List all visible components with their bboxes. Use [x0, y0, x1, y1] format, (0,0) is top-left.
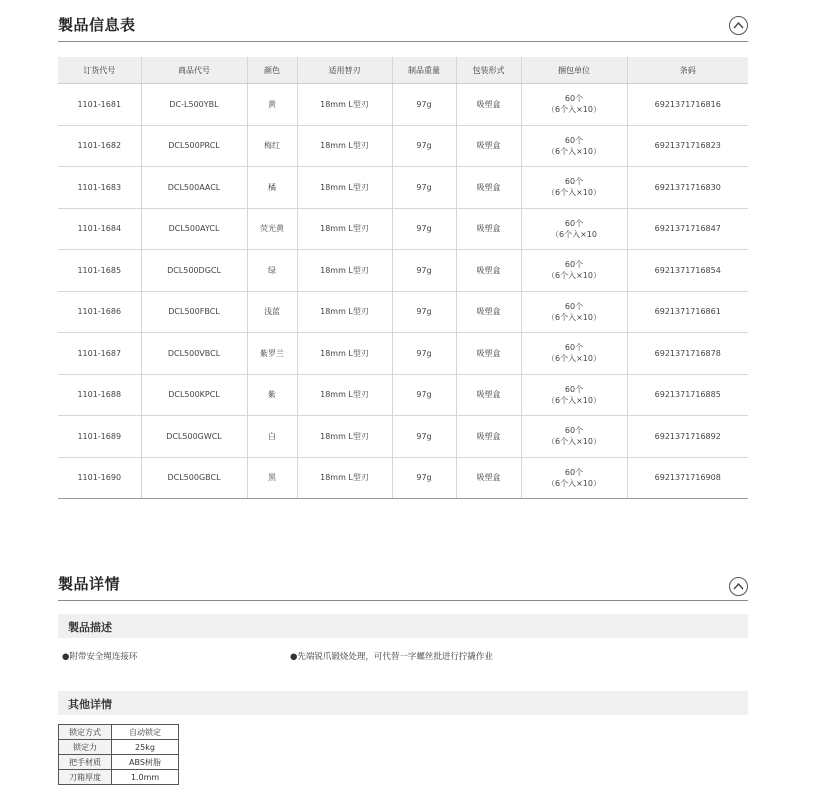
cell-packaging: 吸塑盒: [456, 208, 521, 250]
header-barcode: 条码: [627, 57, 748, 84]
unit-line1: 60个: [564, 343, 584, 353]
cell-blade: 18mm L型刃: [297, 374, 392, 416]
cell-packaging: 吸塑盒: [456, 84, 521, 126]
spec-key: 把手材质: [59, 755, 112, 770]
cell-weight: 97g: [392, 416, 456, 458]
header-weight: 制品重量: [392, 57, 456, 84]
unit-line1: 60个: [564, 135, 584, 145]
cell-order-no: 1101-1689: [58, 416, 141, 458]
table-row: [58, 208, 748, 250]
unit-line2: （6个入×10）: [547, 146, 601, 156]
cell-weight: 97g: [392, 167, 456, 209]
section-divider: [58, 600, 748, 601]
cell-barcode: 6921371716847: [627, 208, 748, 250]
table-row: [58, 374, 748, 416]
info-section-title: 製品信息表: [58, 16, 136, 34]
cell-color: 黑: [247, 457, 297, 499]
cell-unit: [521, 84, 627, 126]
cell-unit: [521, 208, 627, 250]
cell-unit: [521, 250, 627, 292]
cell-unit: [521, 125, 627, 167]
cell-product-code: DCL500AACL: [141, 167, 247, 209]
cell-product-code: DCL500PRCL: [141, 125, 247, 167]
cell-order-no: 1101-1690: [58, 457, 141, 499]
cell-color: 梅红: [247, 125, 297, 167]
cell-barcode: 6921371716908: [627, 457, 748, 499]
cell-product-code: DCL500KPCL: [141, 374, 247, 416]
unit-line2: （6个入×10）: [547, 271, 601, 281]
description-item: ●附带安全绳连接环: [62, 652, 138, 662]
cell-color: 白: [247, 416, 297, 458]
cell-packaging: 吸塑盒: [456, 125, 521, 167]
cell-order-no: 1101-1686: [58, 291, 141, 333]
cell-product-code: DCL500VBCL: [141, 333, 247, 375]
cell-packaging: 吸塑盒: [456, 333, 521, 375]
unit-line2: （6个入×10）: [547, 437, 601, 447]
description-item: ●先端锐爪锻烧处理，可代替一字螺丝批进行拧撬作业: [290, 652, 493, 662]
header-color: 颜色: [247, 57, 297, 84]
cell-packaging: 吸塑盒: [456, 250, 521, 292]
cell-order-no: 1101-1683: [58, 167, 141, 209]
cell-barcode: 6921371716892: [627, 416, 748, 458]
cell-barcode: 6921371716816: [627, 84, 748, 126]
unit-line1: 60个: [564, 301, 584, 311]
other-details-title: 其他详情: [68, 698, 112, 711]
cell-order-no: 1101-1687: [58, 333, 141, 375]
unit-line2: （6个入×10）: [547, 105, 601, 115]
unit-line2: （6个入×10）: [547, 354, 601, 364]
cell-barcode: 6921371716854: [627, 250, 748, 292]
unit-line1: 60个: [564, 384, 584, 394]
cell-weight: 97g: [392, 457, 456, 499]
unit-line2: （6个入×10）: [547, 312, 601, 322]
chevron-up-icon: [733, 21, 744, 29]
table-row: [58, 167, 748, 209]
table-row: [58, 457, 748, 499]
specs-table: [58, 724, 179, 785]
unit-line1: 60个: [564, 94, 584, 104]
spec-value: ABS树脂: [112, 755, 179, 770]
cell-product-code: DCL500FBCL: [141, 291, 247, 333]
product-info-table: [58, 57, 748, 499]
cell-unit: [521, 374, 627, 416]
spec-key: 锁定力: [59, 740, 112, 755]
cell-product-code: DCL500DGCL: [141, 250, 247, 292]
cell-blade: 18mm L型刃: [297, 291, 392, 333]
cell-color: 荧光黄: [247, 208, 297, 250]
cell-blade: 18mm L型刃: [297, 333, 392, 375]
cell-product-code: DC-L500YBL: [141, 84, 247, 126]
cell-order-no: 1101-1685: [58, 250, 141, 292]
spec-row: [59, 770, 179, 785]
cell-color: 浅蓝: [247, 291, 297, 333]
header-packaging: 包装形式: [456, 57, 521, 84]
unit-line2: （6个入×10）: [547, 395, 601, 405]
cell-blade: 18mm L型刃: [297, 125, 392, 167]
header-order-no: 订货代号: [58, 57, 141, 84]
cell-packaging: 吸塑盒: [456, 374, 521, 416]
cell-blade: 18mm L型刃: [297, 208, 392, 250]
cell-blade: 18mm L型刃: [297, 416, 392, 458]
header-unit: 捆包单位: [521, 57, 627, 84]
table-row: [58, 84, 748, 126]
cell-unit: [521, 457, 627, 499]
spec-value: 自动锁定: [112, 725, 179, 740]
spec-key: 锁定方式: [59, 725, 112, 740]
cell-blade: 18mm L型刃: [297, 84, 392, 126]
unit-line2: （6个入×10: [551, 229, 597, 239]
table-row: [58, 333, 748, 375]
table-row: [58, 125, 748, 167]
table-row: [58, 416, 748, 458]
unit-line2: （6个入×10）: [547, 478, 601, 488]
cell-color: 绿: [247, 250, 297, 292]
cell-weight: 97g: [392, 125, 456, 167]
cell-order-no: 1101-1681: [58, 84, 141, 126]
cell-packaging: 吸塑盒: [456, 291, 521, 333]
spec-row: [59, 725, 179, 740]
cell-packaging: 吸塑盒: [456, 416, 521, 458]
unit-line1: 60个: [564, 260, 584, 270]
spec-value: 25kg: [112, 740, 179, 755]
section-divider: [58, 41, 748, 42]
cell-packaging: 吸塑盒: [456, 457, 521, 499]
cell-color: 黄: [247, 84, 297, 126]
cell-blade: 18mm L型刃: [297, 457, 392, 499]
cell-product-code: DCL500AYCL: [141, 208, 247, 250]
info-section-header: [58, 14, 748, 42]
header-blade: 适用替刃: [297, 57, 392, 84]
spec-row: [59, 755, 179, 770]
cell-order-no: 1101-1688: [58, 374, 141, 416]
cell-weight: 97g: [392, 208, 456, 250]
cell-weight: 97g: [392, 291, 456, 333]
cell-unit: [521, 333, 627, 375]
table-row: [58, 250, 748, 292]
collapse-button[interactable]: [729, 577, 748, 596]
cell-barcode: 6921371716885: [627, 374, 748, 416]
description-header: [58, 614, 748, 638]
cell-product-code: DCL500GBCL: [141, 457, 247, 499]
unit-line1: 60个: [564, 177, 584, 187]
cell-weight: 97g: [392, 374, 456, 416]
other-details-header: [58, 691, 748, 715]
details-section-header: [58, 573, 748, 601]
cell-color: 紫: [247, 374, 297, 416]
chevron-up-icon: [733, 582, 744, 590]
unit-line1: 60个: [564, 467, 584, 477]
cell-barcode: 6921371716861: [627, 291, 748, 333]
cell-order-no: 1101-1684: [58, 208, 141, 250]
details-section-title: 製品详情: [58, 575, 121, 593]
cell-product-code: DCL500GWCL: [141, 416, 247, 458]
unit-line1: 60个: [564, 426, 584, 436]
cell-color: 橘: [247, 167, 297, 209]
cell-barcode: 6921371716878: [627, 333, 748, 375]
cell-blade: 18mm L型刃: [297, 167, 392, 209]
header-product-code: 商品代号: [141, 57, 247, 84]
cell-unit: [521, 167, 627, 209]
unit-line1: 60个: [564, 218, 584, 228]
cell-order-no: 1101-1682: [58, 125, 141, 167]
cell-barcode: 6921371716830: [627, 167, 748, 209]
cell-weight: 97g: [392, 250, 456, 292]
cell-unit: [521, 291, 627, 333]
table-header-row: [58, 57, 748, 84]
table-row: [58, 291, 748, 333]
cell-weight: 97g: [392, 84, 456, 126]
cell-barcode: 6921371716823: [627, 125, 748, 167]
description-title: 製品描述: [68, 621, 112, 634]
collapse-button[interactable]: [729, 16, 748, 35]
unit-line2: （6个入×10）: [547, 188, 601, 198]
cell-weight: 97g: [392, 333, 456, 375]
spec-row: [59, 740, 179, 755]
cell-packaging: 吸塑盒: [456, 167, 521, 209]
spec-value: 1.0mm: [112, 770, 179, 785]
cell-blade: 18mm L型刃: [297, 250, 392, 292]
spec-key: 刀箱厚度: [59, 770, 112, 785]
cell-unit: [521, 416, 627, 458]
cell-color: 紫罗兰: [247, 333, 297, 375]
